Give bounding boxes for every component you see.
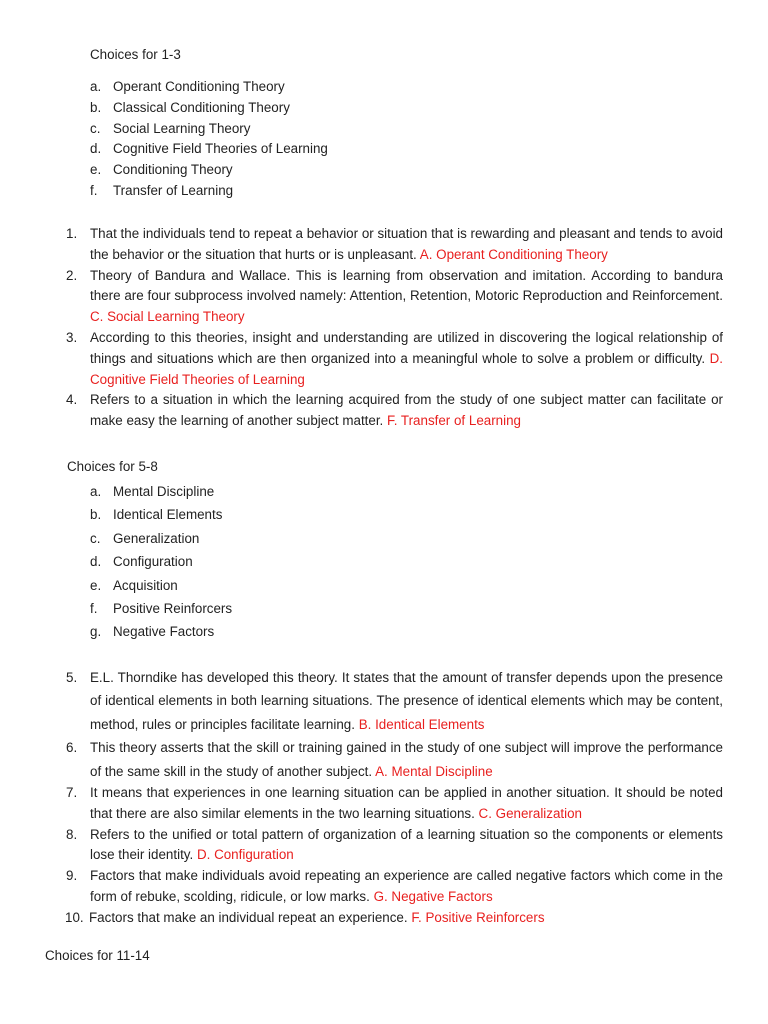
question-text: According to this theories, insight and understanding are utilized in discovering the logical relationship of things and situations which are then organized into a meaningful whole to solve a problem or difficulty. bbox=[90, 329, 723, 366]
question-text: Factors that make individuals avoid repeating an experience are called negative factors which come in the form of rebuke, scolding, ridicule, or low marks. bbox=[90, 868, 723, 905]
question-item: 7. It means that experiences in one learning situation can be applied in another situation. It should be noted that there are also similar elements in the two learning situations. C. Generalization bbox=[66, 785, 723, 821]
question-text: E.L. Thorndike has developed this theory. It states that the amount of transfer depends upon the presence of identical elements in both learning situations. The presence of identical elements which may be content, method, rules or principles facilitate learning. bbox=[90, 670, 723, 732]
question-item: 1. That the individuals tend to repeat a behavior or situation that is rewarding and pleasant and tends to avoid the behavior or the situation that hurts or is unpleasant. A. Operant Conditioning Theory bbox=[66, 226, 723, 262]
question-text: Factors that make an individual repeat an experience. bbox=[89, 909, 408, 925]
choices-list-1-3 bbox=[90, 77, 490, 202]
choice-item: e. Acquisition bbox=[90, 577, 178, 593]
question-list-1-4 bbox=[66, 224, 723, 432]
question-item: 9. Factors that make individuals avoid repeating an experience are called negative factors which come in the form of rebuke, scolding, ridicule, or low marks. G. Negative Factors bbox=[66, 868, 723, 905]
answer-text: F. Transfer of Learning bbox=[387, 413, 521, 429]
answer-text: A. Mental Discipline bbox=[375, 763, 493, 779]
choice-item: b. Identical Elements bbox=[90, 507, 223, 523]
choice-item: e. Conditioning Theory bbox=[90, 162, 233, 178]
question-text: Refers to the unified or total pattern of organization of a learning situation so the components or elements lose their identity. bbox=[90, 826, 723, 863]
choice-item: d. Cognitive Field Theories of Learning bbox=[90, 141, 328, 157]
question-item: 4. Refers to a situation in which the learning acquired from the study of one subject matter can facilitate or make easy the learning of another subject matter. F. Transfer of Learning bbox=[66, 392, 723, 429]
question-item: 5. E.L. Thorndike has developed this theory. It states that the amount of transfer depends upon the presence of identical elements in both learning situations. The presence of identical elements which may be content, method, rules or principles facilitate learning. B. Identical Elements bbox=[66, 670, 723, 732]
choice-item: a. Operant Conditioning Theory bbox=[90, 79, 285, 94]
choices-heading-11-14: Choices for 11-14 bbox=[45, 948, 150, 963]
choice-item: d. Configuration bbox=[90, 554, 193, 570]
question-item: 6. This theory asserts that the skill or training gained in the study of one subject will improve the performance of the same skill in the study of another subject. A. Mental Discipline bbox=[66, 740, 723, 779]
question-text: Refers to a situation in which the learning acquired from the study of one subject matter can facilitate or make easy the learning of another subject matter. bbox=[90, 392, 723, 429]
choice-item: c. Generalization bbox=[90, 530, 200, 546]
choices-heading-1-3: Choices for 1-3 bbox=[90, 47, 181, 62]
answer-text: G. Negative Factors bbox=[373, 889, 493, 905]
answer-text: B. Identical Elements bbox=[358, 716, 485, 732]
choice-item: c. Social Learning Theory bbox=[90, 120, 251, 136]
answer-text: C. Generalization bbox=[478, 805, 583, 821]
choice-item: a. Mental Discipline bbox=[90, 484, 215, 499]
choice-item: f. Transfer of Learning bbox=[90, 182, 234, 198]
answer-text: D. Cognitive Field Theories of Learning bbox=[90, 350, 723, 387]
choice-item: b. Classical Conditioning Theory bbox=[90, 99, 290, 115]
question-text: Theory of Bandura and Wallace. This is learning from observation and imitation. According to bandura there are four subprocess involved namely: Attention, Retention, Motoric Reproduction and Reinforcement. bbox=[90, 267, 723, 304]
choices-list-5-8 bbox=[90, 480, 490, 644]
answer-text: A. Operant Conditioning Theory bbox=[419, 246, 608, 262]
question-item: 10. Factors that make an individual repeat an experience. F. Positive Reinforcers bbox=[65, 909, 545, 925]
choice-item: f. Positive Reinforcers bbox=[90, 601, 233, 617]
answer-text: F. Positive Reinforcers bbox=[411, 909, 545, 925]
choice-item: g. Negative Factors bbox=[90, 624, 215, 640]
answer-text: D. Configuration bbox=[196, 847, 294, 863]
question-list-5-10 bbox=[66, 666, 723, 929]
answer-text: C. Social Learning Theory bbox=[90, 309, 245, 325]
question-item: 3. According to this theories, insight and understanding are utilized in discovering the logical relationship of things and situations which are then organized into a meaningful whole to solve a problem or difficulty. D. Cognitive Field Theories of Learning bbox=[66, 329, 723, 387]
choices-heading-5-8: Choices for 5-8 bbox=[67, 459, 158, 474]
question-item: 2. Theory of Bandura and Wallace. This is learning from observation and imitation. According to bandura there are four subprocess involved namely: Attention, Retention, Motoric Reproduction and Reinforcement. C. Social Learning Theory bbox=[66, 267, 723, 325]
question-text: That the individuals tend to repeat a behavior or situation that is rewarding and pleasant and tends to avoid the behavior or the situation that hurts or is unpleasant. bbox=[90, 226, 723, 262]
question-item: 8. Refers to the unified or total pattern of organization of a learning situation so the components or elements lose their identity. D. Configuration bbox=[66, 826, 723, 863]
question-text: It means that experiences in one learning situation can be applied in another situation. It should be noted that there are also similar elements in the two learning situations. bbox=[90, 785, 723, 821]
question-text: This theory asserts that the skill or training gained in the study of one subject will improve the performance of the same skill in the study of another subject. bbox=[90, 740, 723, 779]
